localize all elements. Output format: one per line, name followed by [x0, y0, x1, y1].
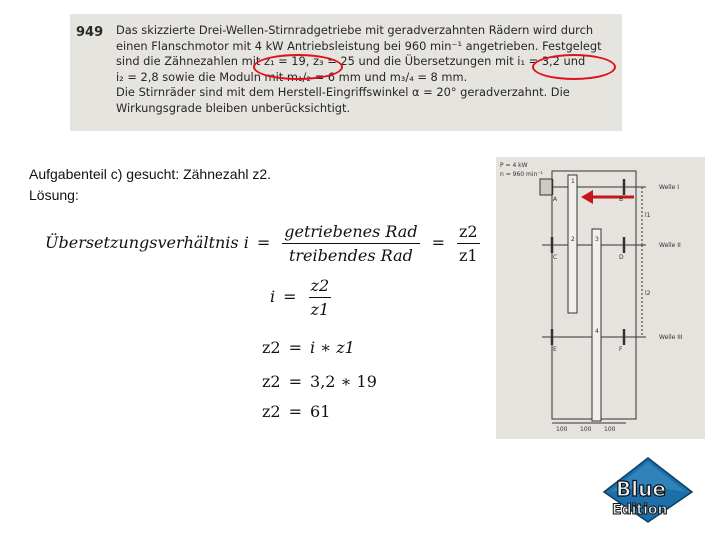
- logo-text-edition: Edition: [612, 502, 668, 518]
- task-line: sind die Zähnezahlen mit z₁ = 19, z₃ = 25 und die Übersetzungen mit i₁ = 3,2 und: [116, 54, 586, 69]
- label-bearing-f: F: [619, 346, 623, 353]
- solution-label: Lösung:: [29, 187, 79, 203]
- label-l1: l1: [645, 212, 651, 219]
- label-dim-3: 100: [604, 426, 616, 433]
- gear-3-4: [592, 229, 601, 421]
- task-line: Wirkungsgrade bleiben unberücksichtigt.: [116, 100, 351, 115]
- arrow-head: [581, 190, 593, 204]
- label-dim-1: 100: [556, 426, 568, 433]
- label-dim-2: 100: [580, 426, 592, 433]
- gearbox-diagram: [496, 157, 705, 439]
- label-shaft-1: Welle I: [659, 184, 679, 191]
- label-bearing-a: A: [553, 196, 558, 203]
- label-shaft-2: Welle II: [659, 242, 681, 249]
- formula-lhs: Übersetzungsverhältnis i: [45, 233, 249, 252]
- label-l2: l2: [645, 290, 651, 297]
- task-number: 949: [76, 25, 104, 40]
- formula-z2-values: z2 = 3,2 ∗ 19: [262, 372, 377, 391]
- label-shaft-3: Welle III: [659, 334, 683, 341]
- formula-z2-product: z2 = i ∗ z1: [262, 338, 355, 357]
- label-bearing-d: D: [619, 254, 624, 261]
- task-line: einen Flanschmotor mit 4 kW Antriebsleistung bei 960 min⁻¹ angetrieben. Festgelegt: [116, 38, 602, 53]
- label-bearing-e: E: [553, 346, 557, 353]
- label-motor-speed: n = 960 min⁻¹: [500, 171, 543, 178]
- task-line: Das skizzierte Drei-Wellen-Stirnradgetriebe mit geradverzahnten Rädern wird durch: [116, 23, 594, 37]
- highlight-i1: [532, 54, 616, 80]
- blue-edition-logo: [602, 456, 694, 524]
- task-line: Die Stirnräder sind mit dem Herstell-Eingriffswinkel α = 20° geradverzahnt. Die: [116, 85, 570, 100]
- label-gear-3: 3: [595, 236, 599, 243]
- fraction-z: $\frac{z2}{z1}$: [459, 222, 478, 265]
- formula-z2-result: z2 = 61: [262, 402, 331, 421]
- label-gear-1: 1: [571, 178, 575, 185]
- logo-text-blue: Blue: [616, 477, 666, 501]
- formula-ratio-definition: Übersetzungsverhältnis i = $\frac{\text{getriebenes Rad}}{\text{treibendes Rad}}$ = $\frac{z2}{z1}$: [45, 222, 478, 265]
- fraction-rad: $\frac{\text{getriebenes Rad}}{\text{treibendes Rad}}$: [284, 222, 418, 265]
- result-value: 61: [310, 402, 331, 421]
- formula-i-fraction: i = $\frac{z2}{z1}$: [270, 276, 330, 319]
- label-bearing-b: B: [619, 196, 624, 203]
- task-scan: [70, 14, 622, 131]
- label-motor-power: P = 4 kW: [500, 162, 528, 169]
- label-bearing-c: C: [553, 254, 558, 261]
- label-gear-4: 4: [595, 328, 599, 335]
- task-part-heading: Aufgabenteil c) gesucht: Zähnezahl z2.: [29, 166, 272, 182]
- task-line: i₂ = 2,8 sowie die Moduln mit m₁/₂ = 6 mm und m₃/₄ = 8 mm.: [116, 69, 468, 84]
- motor-flange: [540, 179, 552, 195]
- highlight-z1: [253, 54, 343, 80]
- label-gear-2: 2: [571, 236, 575, 243]
- gear-1-2: [568, 175, 577, 313]
